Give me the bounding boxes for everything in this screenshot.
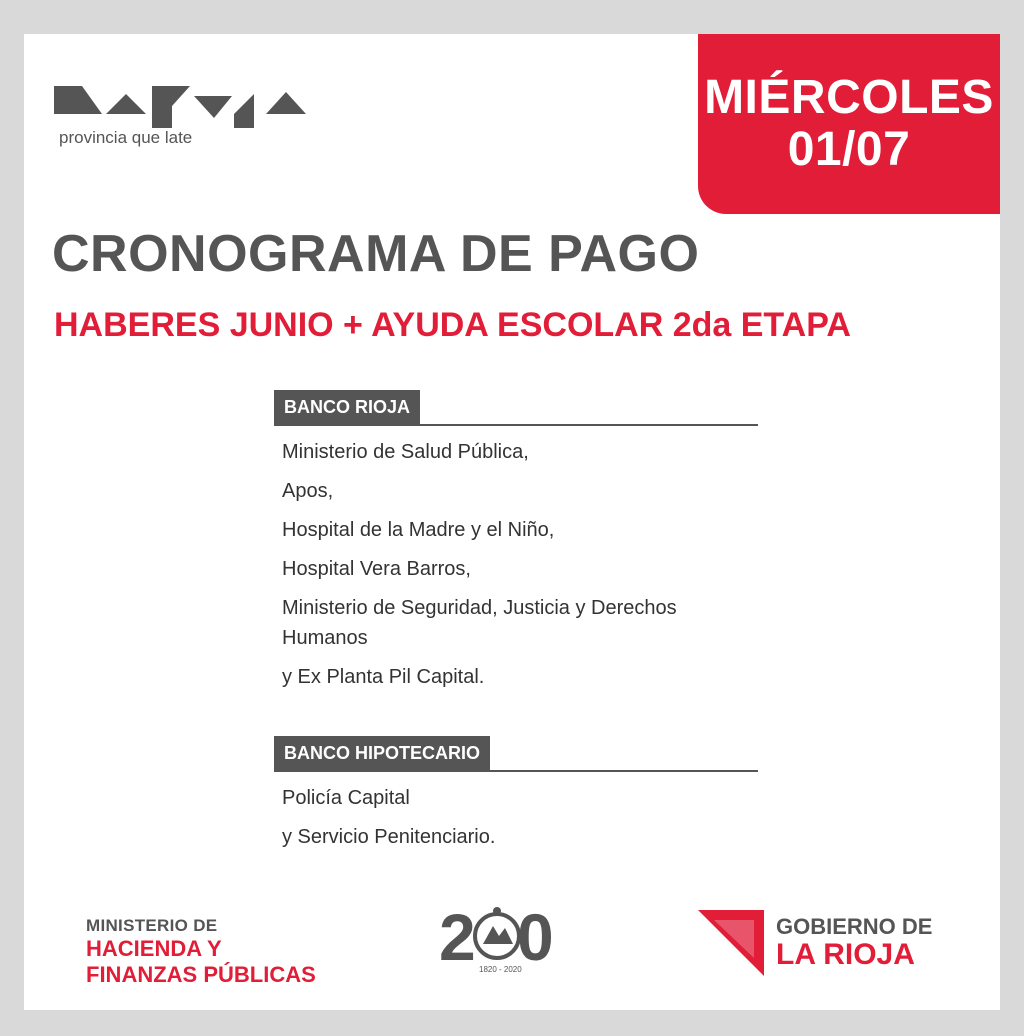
list-item: y Servicio Penitenciario. (282, 826, 496, 848)
gobierno-emblem-icon (698, 908, 768, 978)
list-item: Hospital de la Madre y el Niño, (282, 519, 555, 541)
divider (274, 424, 758, 426)
emblem-years: 1820 - 2020 (479, 965, 522, 974)
ministry-line1: MINISTERIO DE (86, 916, 218, 935)
ministry-line3: FINANZAS PÚBLICAS (86, 962, 316, 987)
page-title: CRONOGRAMA DE PAGO (52, 225, 700, 283)
ministry-line2: HACIENDA Y (86, 936, 222, 961)
bank-name: BANCO HIPOTECARIO (274, 736, 490, 770)
la-rioja-logo (54, 84, 314, 154)
list-item: Ministerio de Seguridad, Justicia y Derechos Humanos (282, 597, 677, 649)
date-value: 01/07 (787, 123, 911, 176)
gov-line1: GOBIERNO DE (776, 914, 933, 939)
date-badge (698, 34, 1000, 214)
ministry-logo (86, 916, 316, 988)
svg-text:2: 2 (439, 900, 476, 974)
divider (274, 770, 758, 772)
bank-section-rioja (274, 390, 758, 696)
bicentennial-emblem (439, 900, 554, 984)
gov-line2: LA RIOJA (776, 938, 915, 971)
list-item: Apos, (282, 480, 334, 502)
bank-item-list (274, 432, 758, 696)
list-item: Ministerio de Salud Pública, (282, 441, 529, 463)
list-item: Policía Capital (282, 787, 410, 809)
list-item: Hospital Vera Barros, (282, 558, 471, 580)
gobierno-logo (698, 908, 978, 978)
announcement-card (24, 34, 1000, 1010)
bank-header (274, 736, 758, 772)
brand-tagline: provincia que late (59, 128, 193, 147)
bank-section-hipotecario (274, 736, 758, 856)
bank-name: BANCO RIOJA (274, 390, 420, 424)
bank-header (274, 390, 758, 426)
svg-text:0: 0 (517, 900, 554, 974)
page-subtitle: HABERES JUNIO + AYUDA ESCOLAR 2da ETAPA (54, 306, 851, 344)
list-item: y Ex Planta Pil Capital. (282, 666, 485, 688)
bank-item-list (274, 778, 758, 856)
date-weekday: MIÉRCOLES (704, 71, 994, 124)
